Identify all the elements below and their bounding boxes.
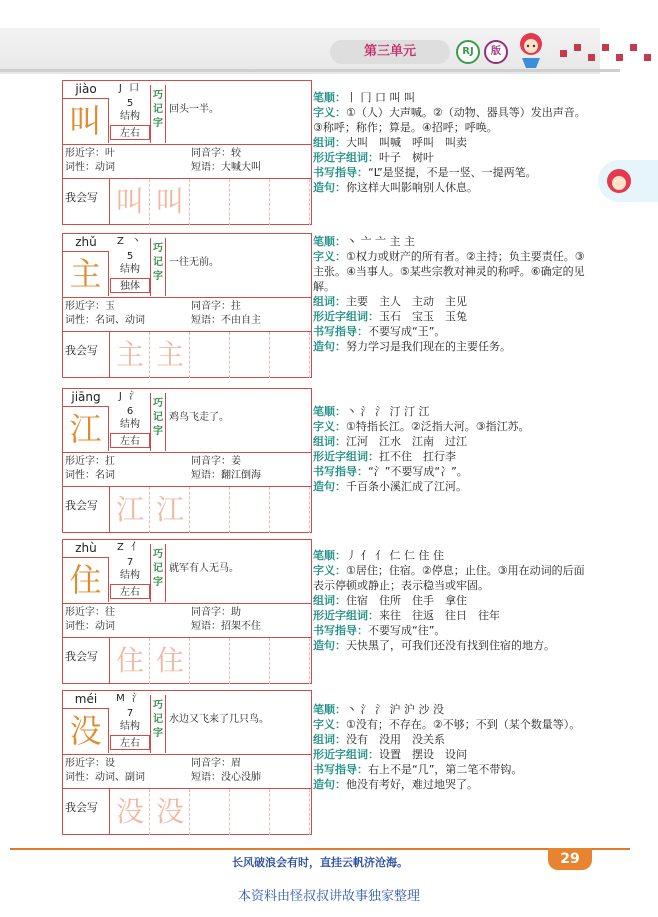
similar-char-words [313,309,593,324]
phrase [191,161,261,175]
practice-grid [190,638,230,684]
mnemonic-text: 一往无前。 [169,257,219,268]
stroke-order [313,234,593,249]
similar-char-words-label: 形近字组词： [313,310,379,323]
stroke-order-value: 丿 亻 亻 仁 仁 住 住 [346,549,444,562]
similar-char-words-value: 设置 摆设 设问 [379,748,467,761]
writing-guide-value: 右上不是“几”，第二笔不带钩。 [368,763,523,776]
stroke-order [313,90,593,105]
radical: 口 [129,83,142,94]
index-letter: M [116,693,127,704]
similar-char-words-value: 来往 往返 往日 往年 [379,609,500,622]
structure-label: 结构 [120,721,140,732]
char-card [62,80,312,225]
structure-value: 左右 [110,433,150,448]
practice-label: 我会写 [65,801,98,814]
row-divider [63,452,311,453]
phrase-value: 大喊大叫 [221,162,261,173]
char-info-panel [313,702,593,792]
practice-area [109,332,309,378]
word-groups [313,434,593,449]
writing-guide [313,464,593,479]
structure-value: 左右 [110,735,150,750]
structure-label: 结构 [120,111,140,122]
stroke-count: 7 [126,708,134,719]
similar-char-value: 扛 [105,456,115,467]
writing-guide-label: 书写指导： [313,325,368,338]
similar-char-words-label: 形近字组词： [313,748,379,761]
part-of-speech [65,314,145,328]
page-number: 29 [548,848,592,870]
similar-char-words [313,747,593,762]
structure-value: 左右 [110,125,150,140]
practice-grid [230,332,270,378]
mnemonic-badge [150,238,166,296]
meaning [313,105,593,135]
homophone [191,147,241,161]
stroke-order-label: 笔顺： [313,549,346,562]
example-sentence [313,479,593,494]
stroke-order-label: 笔顺： [313,703,346,716]
page-header [0,0,658,78]
similar-char-value: 叶 [105,148,115,159]
meaning-label: 字义： [313,106,346,119]
char-info-panel [313,90,593,195]
practice-label: 我会写 [65,344,98,357]
similar-char [65,757,115,771]
homophone-label: 同音字： [191,301,231,312]
homophone [191,606,241,620]
part-of-speech-value: 动词 [95,621,115,632]
stroke-count: 7 [126,557,134,568]
mnemonic-badge-char: 字 [153,577,163,588]
main-character: 住 [63,557,109,602]
phrase-value: 翻江倒海 [221,470,261,481]
pinyin: zhù [75,541,97,555]
mnemonic-text: 鸡鸟飞走了。 [169,412,229,423]
writing-guide-label: 书写指导： [313,166,368,179]
word-groups-label: 组词： [313,733,346,746]
trace-character: 住 [156,644,185,677]
stroke-order-label: 笔顺： [313,405,346,418]
stroke-count: 5 [126,251,134,262]
word-groups-value: 没有 没用 没关系 [346,733,445,746]
practice-grid [270,332,310,378]
similar-char-value: 往 [105,607,115,618]
phrase [191,771,261,785]
char-card [62,388,312,533]
pinyin: jiāng [71,390,101,404]
homophone-value: 眉 [231,758,241,769]
structure-label: 结构 [120,570,140,581]
writing-guide [313,623,593,638]
meaning [313,563,593,593]
radical: 丶 [131,236,144,247]
similar-char-words-value: 扛不住 扛行李 [379,450,456,463]
example-sentence [313,777,593,792]
meaning-value: ①特指长江。②泛指大河。③指江苏。 [346,420,530,433]
char-card [62,539,312,684]
mnemonic-badge [150,544,166,602]
mnemonic-text: 回头一半。 [169,104,219,115]
row-divider [63,754,311,755]
practice-grid [190,789,230,835]
stroke-order-label: 笔顺： [313,235,346,248]
main-character: 叫 [63,98,109,143]
similar-char-value: 设 [105,758,115,769]
part-of-speech-label: 词性： [65,621,95,632]
word-groups-label: 组词： [313,594,346,607]
stroke-order-value: 丨 冂 口 叫 叫 [346,91,415,104]
similar-char [65,147,115,161]
phrase [191,469,261,483]
writing-guide-label: 书写指导： [313,624,368,637]
trace-character: 没 [116,795,145,828]
word-groups-label: 组词： [313,295,346,308]
mnemonic-badge-char: 记 [153,104,163,115]
main-character: 没 [63,708,109,753]
similar-char-words-label: 形近字组词： [313,609,379,622]
homophone-label: 同音字： [191,607,231,618]
stroke-count: 5 [126,98,134,109]
radical-info [110,234,150,250]
part-of-speech [65,620,115,634]
mnemonic-badge-char: 字 [153,118,163,129]
structure-value: 独体 [110,278,150,293]
writing-guide [313,324,593,339]
phrase-label: 短语： [191,621,221,632]
mnemonic-badge-char: 巧 [153,700,163,711]
similar-char [65,606,115,620]
index-letter: Z [116,236,126,247]
part-of-speech-value: 动词 [95,162,115,173]
meaning [313,419,593,434]
meaning-label: 字义： [313,420,346,433]
practice-grid [230,487,270,533]
practice-label: 我会写 [65,650,98,663]
part-of-speech-value: 名词 [95,470,115,481]
similar-char-label: 形近字： [65,301,105,312]
practice-label: 我会写 [65,499,98,512]
stroke-order-value: 丶 亠 亠 主 主 [346,235,415,248]
homophone-value: 姜 [231,456,241,467]
practice-grid [270,487,310,533]
char-card [62,233,312,378]
phrase-label: 短语： [191,162,221,173]
word-groups-label: 组词： [313,435,346,448]
phrase-label: 短语： [191,470,221,481]
pinyin: méi [74,692,98,706]
practice-grid [270,789,310,835]
practice-grid [190,332,230,378]
example-sentence-label: 造句： [313,639,346,652]
phrase-value: 不由自主 [221,315,261,326]
mnemonic-badge-char: 记 [153,257,163,268]
mnemonic-badge-char: 巧 [153,549,163,560]
phrase-label: 短语： [191,772,221,783]
example-sentence [313,638,593,653]
practice-grid [230,638,270,684]
word-groups-value: 住宿 住所 住手 拿住 [346,594,467,607]
practice-grid [230,179,270,225]
similar-char-words-value: 叶子 树叶 [379,151,434,164]
stroke-order-label: 笔顺： [313,91,346,104]
structure-label: 结构 [120,419,140,430]
mnemonic-badge [150,85,166,143]
row-divider [63,144,311,145]
main-character: 江 [63,406,109,451]
unit-title: 第三单元 [330,40,450,64]
mascot-face-icon [606,168,632,194]
writing-guide-value: 不要写成“王”。 [368,325,446,338]
similar-char [65,300,115,314]
radical-info [110,389,150,405]
stroke-order [313,404,593,419]
similar-char-words [313,449,593,464]
example-sentence-label: 造句： [313,480,346,493]
word-groups [313,732,593,747]
writing-guide-value: 不要写成“往”。 [368,624,446,637]
writing-guide-value: “L”是竖提，不是一竖、一提两笔。 [368,166,537,179]
mnemonic-badge-char: 字 [153,728,163,739]
homophone [191,455,241,469]
phrase-label: 短语： [191,315,221,326]
radical-info [110,691,150,707]
source-note: 本资料由怪叔叔讲故事独家整理 [237,889,420,904]
phrase [191,620,261,634]
pinyin: jiào [75,82,97,96]
meaning-label: 字义： [313,250,346,263]
practice-area [109,487,309,533]
stroke-order-value: 丶 氵 氵 沪 沪 沙 没 [346,703,444,716]
part-of-speech-label: 词性： [65,772,95,783]
practice-label: 我会写 [65,191,98,204]
row-divider [63,603,311,604]
mnemonic-badge [150,393,166,451]
homophone-value: 拄 [231,301,241,312]
meaning-value: ①居住；住宿。②停息；止住。③用在动词的后面表示停顿或静止；表示稳当或牢固。 [313,564,585,592]
example-sentence [313,339,593,354]
similar-char-label: 形近字： [65,456,105,467]
part-of-speech-label: 词性： [65,315,95,326]
homophone [191,300,241,314]
practice-grid [190,179,230,225]
word-groups [313,135,593,150]
footer-slogan: 长风破浪会有时，直挂云帆济沧海。 [232,856,408,869]
radical-info [110,540,150,556]
writing-guide [313,762,593,777]
mascot-girl-icon [510,28,552,70]
homophone-value: 助 [231,607,241,618]
practice-area [109,179,309,225]
example-sentence-value: 他没有考好，难过地哭了。 [346,778,478,791]
example-sentence [313,180,593,195]
similar-char [65,455,115,469]
similar-char-label: 形近字： [65,607,105,618]
example-sentence-value: 天快黑了，可我们还没有找到住宿的地方。 [346,639,555,652]
meaning-label: 字义： [313,718,346,731]
word-groups-value: 江河 江水 江南 过江 [346,435,467,448]
meaning [313,717,593,732]
mnemonic-badge-char: 巧 [153,90,163,101]
homophone-label: 同音字： [191,456,231,467]
mnemonic-badge-char: 巧 [153,243,163,254]
trace-character: 主 [156,338,185,371]
similar-char-label: 形近字： [65,148,105,159]
example-sentence-label: 造句： [313,778,346,791]
pinyin: zhǔ [75,235,97,249]
meaning [313,249,593,294]
char-info-panel [313,234,593,354]
part-of-speech-label: 词性： [65,162,95,173]
writing-guide-value: “氵”不要写成“冫”。 [368,465,468,478]
meaning-value: ①权力或财产的所有者。②主持；负主要责任。③主张。④当事人。⑤某些宗教对神灵的称呼。⑥确定的见解。 [313,250,585,293]
homophone-value: 较 [231,148,241,159]
word-groups-value: 主要 主人 主动 主见 [346,295,467,308]
word-groups-value: 大叫 叫喊 呼叫 叫卖 [346,136,467,149]
stroke-order [313,702,593,717]
trace-character: 住 [116,644,145,677]
meaning-value: ①没有；不存在。②不够；不到（某个数量等）。 [346,718,581,731]
meaning-label: 字义： [313,564,346,577]
stroke-count: 6 [126,406,134,417]
footer-divider [10,848,630,850]
radical: 亻 [131,542,144,553]
trace-character: 主 [116,338,145,371]
homophone-label: 同音字： [191,758,231,769]
writing-guide-label: 书写指导： [313,763,368,776]
practice-area [109,789,309,835]
homophone-label: 同音字： [191,148,231,159]
meaning-value: ①（人）大声喊。②（动物、器具等）发出声音。③称呼；称作；算是。④招呼；呼唤。 [313,106,586,134]
radical: 氵 [129,391,142,402]
word-groups [313,593,593,608]
practice-grid [190,487,230,533]
mnemonic-badge-char: 记 [153,714,163,725]
part-of-speech [65,161,115,175]
trace-character: 没 [156,795,185,828]
mnemonic-text: 水边又飞来了几只鸟。 [169,714,269,725]
structure-label: 结构 [120,264,140,275]
index-letter: J [118,391,124,402]
char-info-panel [313,548,593,653]
part-of-speech-value: 名词、动词 [95,315,145,326]
practice-area [109,638,309,684]
index-letter: Z [116,542,126,553]
phrase-value: 没心没肺 [221,772,261,783]
mnemonic-badge-char: 巧 [153,398,163,409]
practice-grid [270,179,310,225]
similar-char-label: 形近字： [65,758,105,769]
example-sentence-value: 你这样大叫影响别人休息。 [346,181,478,194]
practice-grid [270,638,310,684]
side-tab [598,160,658,202]
mnemonic-badge-char: 字 [153,426,163,437]
radical-info [110,81,150,97]
trace-character: 江 [116,493,145,526]
stroke-order [313,548,593,563]
mnemonic-badge-char: 字 [153,271,163,282]
similar-char-words [313,608,593,623]
edition-badge: 版 [484,40,508,64]
phrase [191,314,261,328]
mnemonic-badge-char: 记 [153,563,163,574]
similar-char-words-label: 形近字组词： [313,151,379,164]
main-character: 主 [63,251,109,296]
row-divider [63,297,311,298]
phrase-value: 招架不住 [221,621,261,632]
similar-char-value: 玉 [105,301,115,312]
practice-grid [230,789,270,835]
index-letter: J [118,83,124,94]
similar-char-words-label: 形近字组词： [313,450,379,463]
similar-char-words [313,150,593,165]
part-of-speech [65,469,115,483]
word-groups [313,294,593,309]
checker-decoration [560,40,658,68]
radical: 氵 [131,693,144,704]
trace-character: 江 [156,493,185,526]
part-of-speech-value: 动词、副词 [95,772,145,783]
part-of-speech-label: 词性： [65,470,95,481]
example-sentence-value: 千百条小溪汇成了江河。 [346,480,467,493]
mnemonic-badge [150,695,166,753]
writing-guide-label: 书写指导： [313,465,368,478]
word-groups-label: 组词： [313,136,346,149]
writing-guide [313,165,593,180]
char-card [62,690,312,835]
example-sentence-value: 努力学习是我们现在的主要任务。 [346,340,511,353]
mnemonic-text: 就军有人无马。 [169,563,239,574]
trace-character: 叫 [156,185,185,218]
example-sentence-label: 造句： [313,340,346,353]
trace-character: 叫 [116,185,145,218]
part-of-speech [65,771,145,785]
rj-badge: RJ [456,40,480,64]
homophone [191,757,241,771]
mnemonic-badge-char: 记 [153,412,163,423]
stroke-order-value: 丶 氵 氵 汀 汀 江 [346,405,430,418]
example-sentence-label: 造句： [313,181,346,194]
char-info-panel [313,404,593,494]
similar-char-words-value: 玉石 宝玉 玉兔 [379,310,467,323]
structure-value: 左右 [110,584,150,599]
